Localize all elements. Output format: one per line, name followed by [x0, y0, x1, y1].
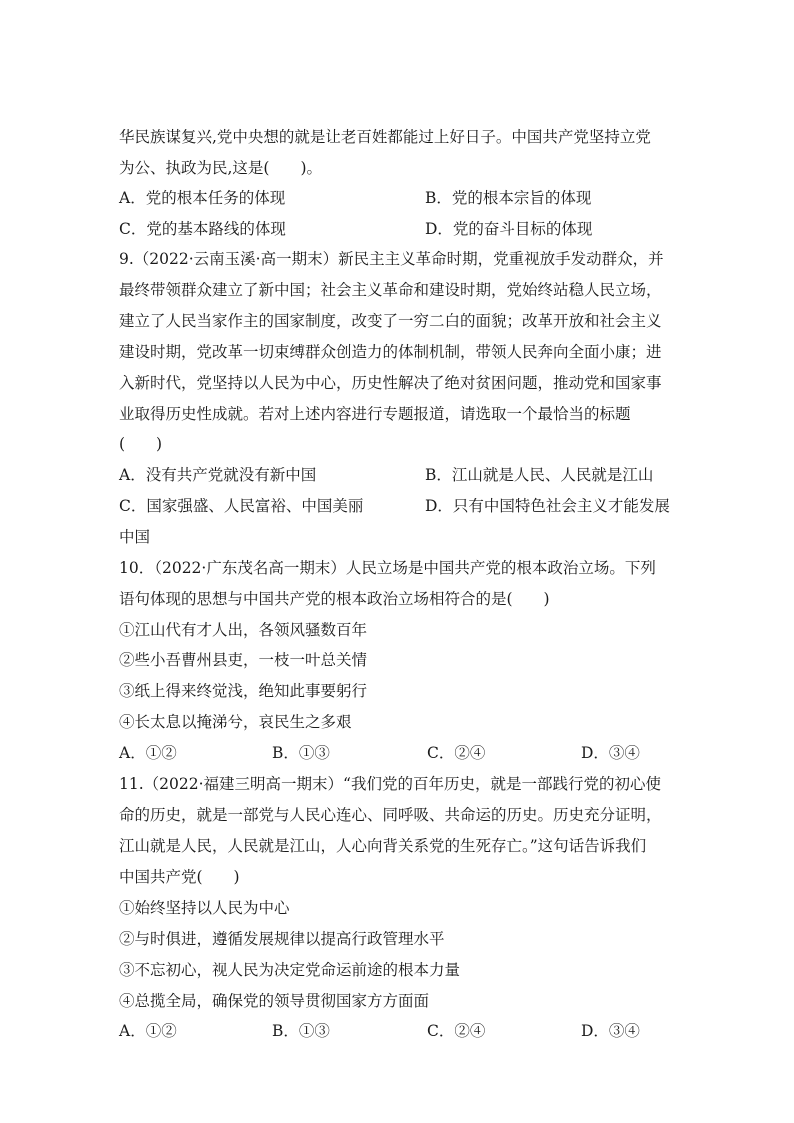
- q9-line-4: 建设时期，党改革一切束缚群众创造力的体制机制，带领人民奔向全面小康；进: [119, 343, 662, 361]
- q10-item-2: ②些小吾曹州县吏，一枝一叶总关情: [119, 651, 368, 669]
- q11-option-d: D．③④: [581, 1022, 640, 1040]
- q9-line-3: 建立了人民当家作主的国家制度，改变了一穷二白的面貌；改革开放和社会主义: [119, 312, 662, 330]
- q9-line-2: 最终带领群众建立了新中国；社会主义革命和建设时期，党始终站稳人民立场，: [119, 281, 662, 299]
- q10-item-4: ④长太息以掩涕兮，哀民生之多艰: [119, 713, 352, 731]
- q8-option-c: C．党的基本路线的体现: [119, 220, 286, 238]
- q8-line-1: 华民族谋复兴,党中央想的就是让老百姓都能过上好日子。中国共产党坚持立党: [119, 128, 651, 146]
- q8-option-b: B．党的根本宗旨的体现: [425, 189, 592, 207]
- q10-option-a: A．①②: [119, 744, 177, 762]
- q10-option-d: D．③④: [581, 744, 640, 762]
- q10-option-c: C．②④: [427, 744, 486, 762]
- q9-line-6: 业取得历史性成就。若对上述内容进行专题报道，请选取一个最恰当的标题: [119, 405, 631, 423]
- q10-item-3: ③纸上得来终觉浅，绝知此事要躬行: [119, 682, 368, 700]
- q11-item-1: ①始终坚持以人民为中心: [119, 899, 290, 917]
- q10-option-b: B．①③: [272, 744, 330, 762]
- q9-option-b: B．江山就是人民、人民就是江山: [425, 466, 654, 484]
- q9-option-d: D．只有中国特色社会主义才能发展: [425, 497, 670, 515]
- q9-option-a: A．没有共产党就没有新中国: [119, 466, 317, 484]
- q11-option-c: C．②④: [427, 1022, 486, 1040]
- q11-item-2: ②与时俱进，遵循发展规律以提高行政管理水平: [119, 930, 445, 948]
- q10-item-1: ①江山代有才人出，各领风骚数百年: [119, 621, 368, 639]
- q9-option-d-cont: 中国: [119, 528, 151, 546]
- q9-option-c: C．国家强盛、人民富裕、中国美丽: [119, 497, 364, 515]
- q8-line-2: 为公、执政为民,这是( )。: [119, 159, 323, 177]
- q10-line-2: 语句体现的思想与中国共产党的根本政治立场相符合的是( ): [119, 590, 550, 608]
- q11-line-3: 江山就是人民，人民就是江山，人心向背关系党的生死存亡。”这句话告诉我们: [119, 837, 647, 855]
- q8-option-d: D．党的奋斗目标的体现: [425, 220, 593, 238]
- q8-option-a: A．党的根本任务的体现: [119, 189, 286, 207]
- q11-item-4: ④总揽全局，确保党的领导贯彻国家方方面面: [119, 992, 430, 1010]
- q11-item-3: ③不忘初心，视人民为决定党命运前途的根本力量: [119, 961, 461, 979]
- q9-line-5: 入新时代，党坚持以人民为中心，历史性解决了绝对贫困问题，推动党和国家事: [119, 374, 662, 392]
- q11-line-4: 中国共产党( ): [119, 868, 240, 886]
- q9-line-1: 9.（2022·云南玉溪·高一期末）新民主主义革命时期，党重视放手发动群众，并: [119, 250, 664, 268]
- q11-option-a: A．①②: [119, 1022, 177, 1040]
- q11-option-b: B．①③: [272, 1022, 330, 1040]
- q9-line-7: ( ): [119, 435, 163, 453]
- q10-line-1: 10．（2022·广东茂名高一期末）人民立场是中国共产党的根本政治立场。下列: [119, 559, 656, 577]
- q11-line-2: 命的历史，就是一部党与人民心连心、同呼吸、共命运的历史。历史充分证明，: [119, 806, 662, 824]
- q11-line-1: 11.（2022·福建三明高一期末）“我们党的百年历史，就是一部践行党的初心使: [119, 775, 661, 793]
